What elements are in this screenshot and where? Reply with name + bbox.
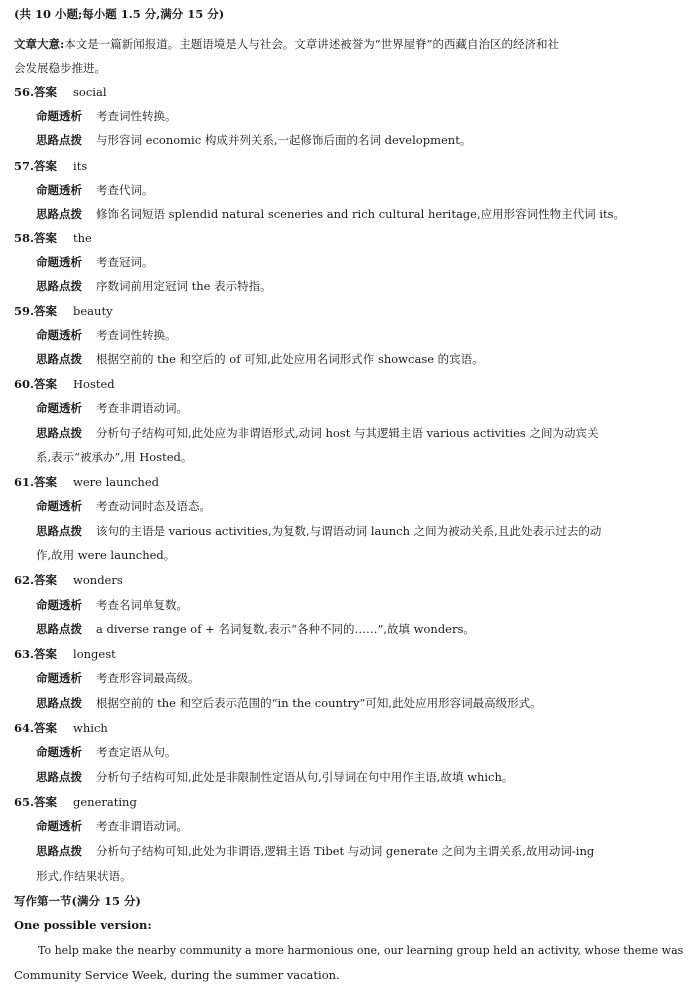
answer-value: beauty — [73, 304, 113, 318]
analysis-text: 考查词性转换。 — [96, 328, 177, 342]
tip-line-64 — [36, 769, 513, 785]
tip-line-62 — [36, 621, 475, 637]
question-number: 58. — [14, 231, 35, 245]
answer-value: wonders — [73, 573, 123, 587]
answer-label: 答案 — [34, 85, 58, 99]
tip-line-61 — [36, 523, 601, 539]
answer-value: social — [73, 85, 107, 99]
answer-label: 答案 — [34, 159, 58, 173]
analysis-line-58 — [36, 254, 154, 270]
analysis-text: 考查形容词最高级。 — [96, 671, 200, 685]
question-number: 64. — [14, 721, 35, 735]
analysis-line-57 — [36, 182, 154, 198]
tip-label: 思路点拨 — [36, 279, 82, 293]
summary-line-2: 会发展稳步推进。 — [14, 61, 106, 75]
answer-label: 答案 — [34, 231, 58, 245]
analysis-line-56 — [36, 108, 177, 124]
tip-text: 序数词前用定冠词 the 表示特指。 — [96, 279, 272, 293]
tip-text: 修饰名词短语 splendid natural sceneries and rich cultural heritage,应用形容词性物主代词 its。 — [96, 207, 625, 221]
answer-label: 答案 — [34, 304, 58, 318]
answer-value: generating — [73, 795, 137, 809]
tip-label: 思路点拨 — [36, 696, 82, 710]
analysis-text: 考查名词单复数。 — [96, 598, 188, 612]
tip-text: a diverse range of + 名词复数,表示“各种不同的……”,故填 wonders。 — [96, 622, 475, 636]
question-number: 65. — [14, 795, 35, 809]
question-number: 56. — [14, 85, 35, 99]
analysis-label: 命题透析 — [36, 745, 82, 759]
analysis-line-64 — [36, 744, 177, 760]
tip-text: 根据空前的 the 和空后表示范围的“in the country”可知,此处应用形容词最高级形式。 — [96, 696, 542, 710]
analysis-text: 考查非谓语动词。 — [96, 401, 188, 415]
writing-heading: 写作第一节(满分 15 分) — [14, 894, 141, 908]
answer-line-64 — [14, 720, 108, 736]
answer-label: 答案 — [34, 573, 58, 587]
essay-line-1: To help make the nearby community a more harmonious one, our learning group held an activity, whose theme was — [38, 944, 684, 957]
tip-label: 思路点拨 — [36, 426, 82, 440]
answer-value: its — [73, 159, 88, 173]
tip-line-57 — [36, 206, 625, 222]
answer-line-63 — [14, 646, 116, 662]
tip-text: 分析句子结构可知,此处是非限制性定语从句,引导词在句中用作主语,故填 which。 — [96, 770, 514, 784]
analysis-label: 命题透析 — [36, 819, 82, 833]
analysis-line-63 — [36, 670, 200, 686]
tip-label: 思路点拨 — [36, 770, 82, 784]
analysis-label: 命题透析 — [36, 328, 82, 342]
answer-value: were launched — [73, 475, 159, 489]
analysis-text: 考查冠词。 — [96, 255, 154, 269]
tip-label: 思路点拨 — [36, 133, 82, 147]
tip-label: 思路点拨 — [36, 207, 82, 221]
tip-text: 与形容词 economic 构成并列关系,一起修饰后面的名词 development。 — [96, 133, 472, 147]
tip-text: 分析句子结构可知,此处应为非谓语形式,动词 host 与其逻辑主语 various activities 之间为动宾关 — [96, 426, 599, 440]
analysis-line-62 — [36, 597, 188, 613]
analysis-text: 考查词性转换。 — [96, 109, 177, 123]
question-number: 59. — [14, 304, 35, 318]
analysis-line-59 — [36, 327, 177, 343]
tip-text: 根据空前的 the 和空后的 of 可知,此处应用名词形式作 showcase 的宾语。 — [96, 352, 484, 366]
summary-text-1: 本文是一篇新闻报道。主题语境是人与社会。文章讲述被誉为“世界屋脊”的西藏自治区的经济和社 — [64, 37, 560, 51]
analysis-text: 考查定语从句。 — [96, 745, 177, 759]
essay-line-2: Community Service Week, during the summer vacation. — [14, 968, 340, 982]
tip-line-58 — [36, 278, 272, 294]
tip-line-60-cont: 系,表示“被承办”,用 Hosted。 — [36, 450, 193, 464]
analysis-label: 命题透析 — [36, 183, 82, 197]
tip-line-59 — [36, 351, 484, 367]
analysis-text: 考查代词。 — [96, 183, 154, 197]
analysis-line-61 — [36, 498, 211, 514]
answer-value: which — [73, 721, 108, 735]
tip-line-63 — [36, 695, 542, 711]
tip-label: 思路点拨 — [36, 844, 82, 858]
analysis-line-65 — [36, 818, 188, 834]
answer-label: 答案 — [34, 475, 58, 489]
tip-label: 思路点拨 — [36, 352, 82, 366]
analysis-label: 命题透析 — [36, 499, 82, 513]
answer-label: 答案 — [34, 721, 58, 735]
tip-line-65-cont: 形式,作结果状语。 — [36, 869, 132, 883]
version-label: One possible version: — [14, 918, 152, 932]
question-number: 62. — [14, 573, 35, 587]
tip-text: 该句的主语是 various activities,为复数,与谓语动词 launch 之间为被动关系,且此处表示过去的动 — [96, 524, 602, 538]
tip-label: 思路点拨 — [36, 622, 82, 636]
summary-label: 文章大意: — [14, 37, 65, 51]
answer-line-57 — [14, 158, 87, 174]
analysis-text: 考查非谓语动词。 — [96, 819, 188, 833]
answer-line-62 — [14, 572, 123, 588]
analysis-label: 命题透析 — [36, 255, 82, 269]
tip-line-56 — [36, 132, 471, 148]
tip-label: 思路点拨 — [36, 524, 82, 538]
answer-line-65 — [14, 794, 137, 810]
answer-value: Hosted — [73, 377, 115, 391]
answer-value: longest — [73, 647, 116, 661]
answer-label: 答案 — [34, 377, 58, 391]
analysis-label: 命题透析 — [36, 671, 82, 685]
tip-text: 分析句子结构可知,此处为非谓语,逻辑主语 Tibet 与动词 generate 之间为主谓关系,故用动词-ing — [96, 844, 595, 858]
question-number: 61. — [14, 475, 35, 489]
question-number: 57. — [14, 159, 35, 173]
answer-line-56 — [14, 84, 107, 100]
answer-line-58 — [14, 230, 92, 246]
analysis-text: 考查动词时态及语态。 — [96, 499, 211, 513]
question-number: 63. — [14, 647, 35, 661]
tip-line-61-cont: 作,故用 were launched。 — [36, 548, 176, 562]
answer-value: the — [73, 231, 92, 245]
analysis-label: 命题透析 — [36, 109, 82, 123]
answer-label: 答案 — [34, 795, 58, 809]
answer-line-61 — [14, 474, 159, 490]
analysis-line-60 — [36, 400, 188, 416]
question-number: 60. — [14, 377, 35, 391]
answer-label: 答案 — [34, 647, 58, 661]
tip-line-65 — [36, 843, 594, 859]
analysis-label: 命题透析 — [36, 598, 82, 612]
section-header: (共 10 小题;每小题 1.5 分,满分 15 分) — [14, 7, 225, 21]
answer-line-60 — [14, 376, 115, 392]
summary-line-1 — [14, 36, 559, 52]
tip-line-60 — [36, 425, 598, 441]
analysis-label: 命题透析 — [36, 401, 82, 415]
answer-line-59 — [14, 303, 113, 319]
